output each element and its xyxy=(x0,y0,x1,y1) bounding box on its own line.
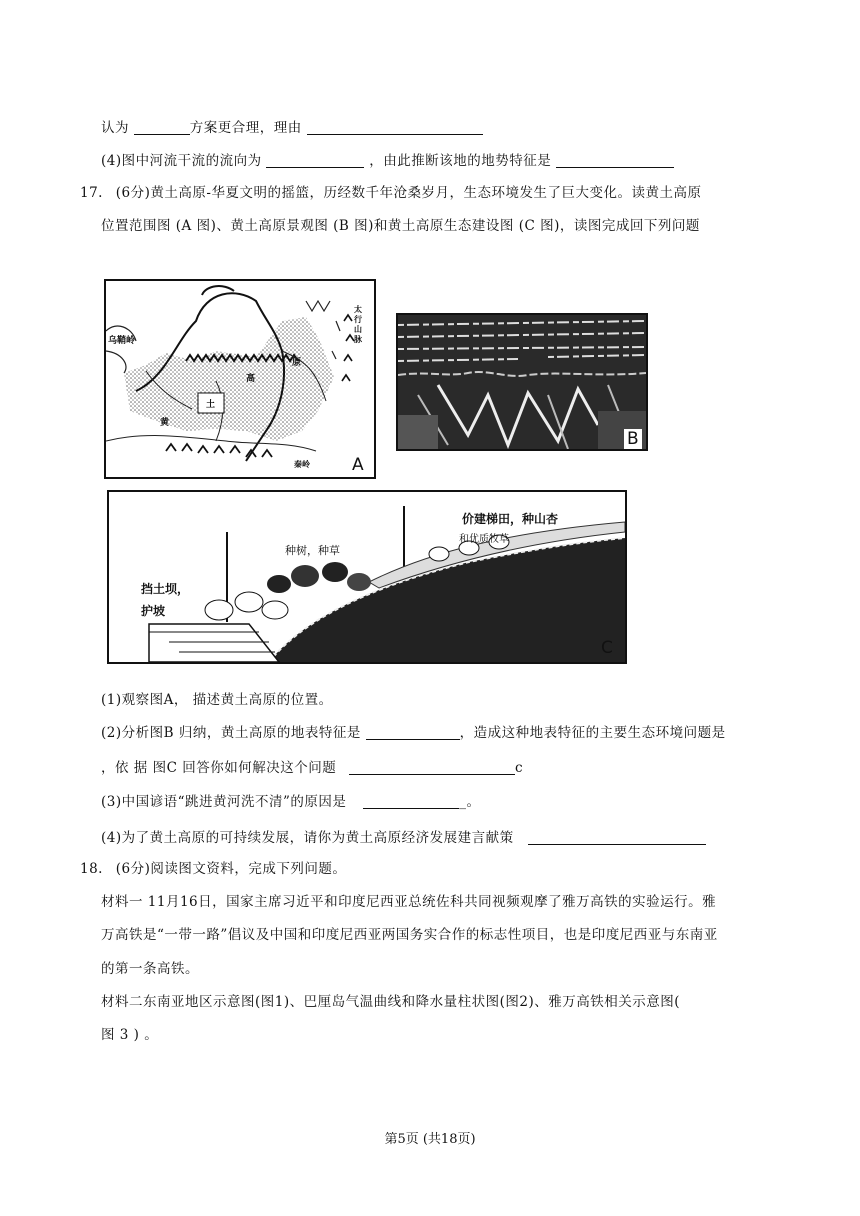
answer-blank[interactable] xyxy=(528,830,706,845)
text: ，造成这种地表特征的主要生态环境问题是 xyxy=(459,725,726,741)
text: 方案更合理，理由 xyxy=(189,120,302,136)
answer-blank[interactable] xyxy=(556,153,674,168)
question-line xyxy=(101,149,674,169)
material-1-line1: 材料一 11月16日，国家主席习近平和印度尼西亚总统佐科共同视频观摩了雅万高铁的实验运行。雅 xyxy=(101,894,717,910)
map-char: 原 xyxy=(292,358,302,368)
material-2-line2: 图 3 ) 。 xyxy=(101,1027,159,1043)
page-footer: 第5页 (共18页) xyxy=(384,1132,476,1147)
question-number: 18. xyxy=(80,861,103,877)
figure-label-b: B xyxy=(624,429,642,449)
answer-blank[interactable] xyxy=(134,120,190,135)
answer-blank[interactable] xyxy=(363,794,459,809)
figure-c-ecology xyxy=(107,490,627,664)
sub-question-3 xyxy=(101,790,480,810)
map-label-qinling: 秦岭 xyxy=(294,460,310,469)
question-number: 17. xyxy=(80,185,103,201)
text: (4)为了黄土高原的可持续发展，请你为黄土高原经济发展建言献策 xyxy=(101,830,514,846)
material-1-line3: 的第一条高铁。 xyxy=(101,961,199,977)
sub-question-2 xyxy=(101,721,726,741)
figure-b-landscape xyxy=(396,313,648,451)
label-terrace: 价建梯田，种山杏 xyxy=(462,512,559,526)
answer-blank[interactable] xyxy=(366,725,460,740)
label-trees: 种树，种草 xyxy=(285,544,340,557)
figure-a-map xyxy=(104,279,376,479)
map-label-taihang: 太行山脉 xyxy=(354,305,362,344)
figure-label-c: C xyxy=(601,638,613,658)
sub-question-1: (1)观察图A， 描述黄土高原的位置。 xyxy=(101,692,333,708)
question-17-line1 xyxy=(80,181,701,201)
figure-label-a: A xyxy=(352,455,364,475)
text: _。 xyxy=(459,794,481,810)
text: (2)分析图B 归纳，黄土高原的地表特征是 xyxy=(101,725,361,741)
sub-question-2-cont xyxy=(101,756,523,776)
question-text: (6分)阅读图文资料，完成下列问题。 xyxy=(115,861,347,877)
text: ，依 据 图C 回答你如何解决这个问题 xyxy=(101,760,337,776)
text: c xyxy=(515,760,524,776)
text: 认为 xyxy=(101,120,129,136)
sub-question-4 xyxy=(101,826,706,846)
map-char: 土 xyxy=(206,400,216,410)
text: (4)图中河流干流的流向为 xyxy=(101,153,262,169)
question-line xyxy=(101,116,483,136)
answer-blank[interactable] xyxy=(349,760,515,775)
question-text: (6分)黄土高原-华夏文明的摇篮，历经数千年沧桑岁月，生态环境发生了巨大变化。读黄土高原 xyxy=(115,185,702,201)
label-pasture: 和优质牧草 xyxy=(459,534,509,545)
answer-blank[interactable] xyxy=(266,153,364,168)
landscape-drawing xyxy=(398,315,646,449)
material-2-line1: 材料二东南亚地区示意图(图1)、巴厘岛气温曲线和降水量柱状图(图2)、雅万高铁相关示意图( xyxy=(101,994,681,1010)
question-18 xyxy=(80,857,346,877)
map-char: 黄 xyxy=(160,418,170,428)
map-char: 高 xyxy=(246,374,256,384)
question-17-line2: 位置范围图 (A 图)、黄土高原景观图 (B 图)和黄土高原生态建设图 (C 图)，读图完成回下列问题 xyxy=(101,218,700,234)
label-dam: 挡土坝， xyxy=(141,582,190,596)
map-drawing xyxy=(106,281,374,477)
map-label-wushaoling: 乌鞘岭 xyxy=(108,336,136,346)
text: (3)中国谚语“跳进黄河洗不清”的原因是 xyxy=(101,794,347,810)
answer-blank[interactable] xyxy=(307,120,483,135)
text: ，由此推断该地的地势特征是 xyxy=(369,153,552,169)
label-slope: 护坡 xyxy=(141,604,166,618)
material-1-line2: 万高铁是“一带一路”倡议及中国和印度尼西亚两国务实合作的标志性项目，也是印度尼西亚与东南亚 xyxy=(101,927,718,943)
